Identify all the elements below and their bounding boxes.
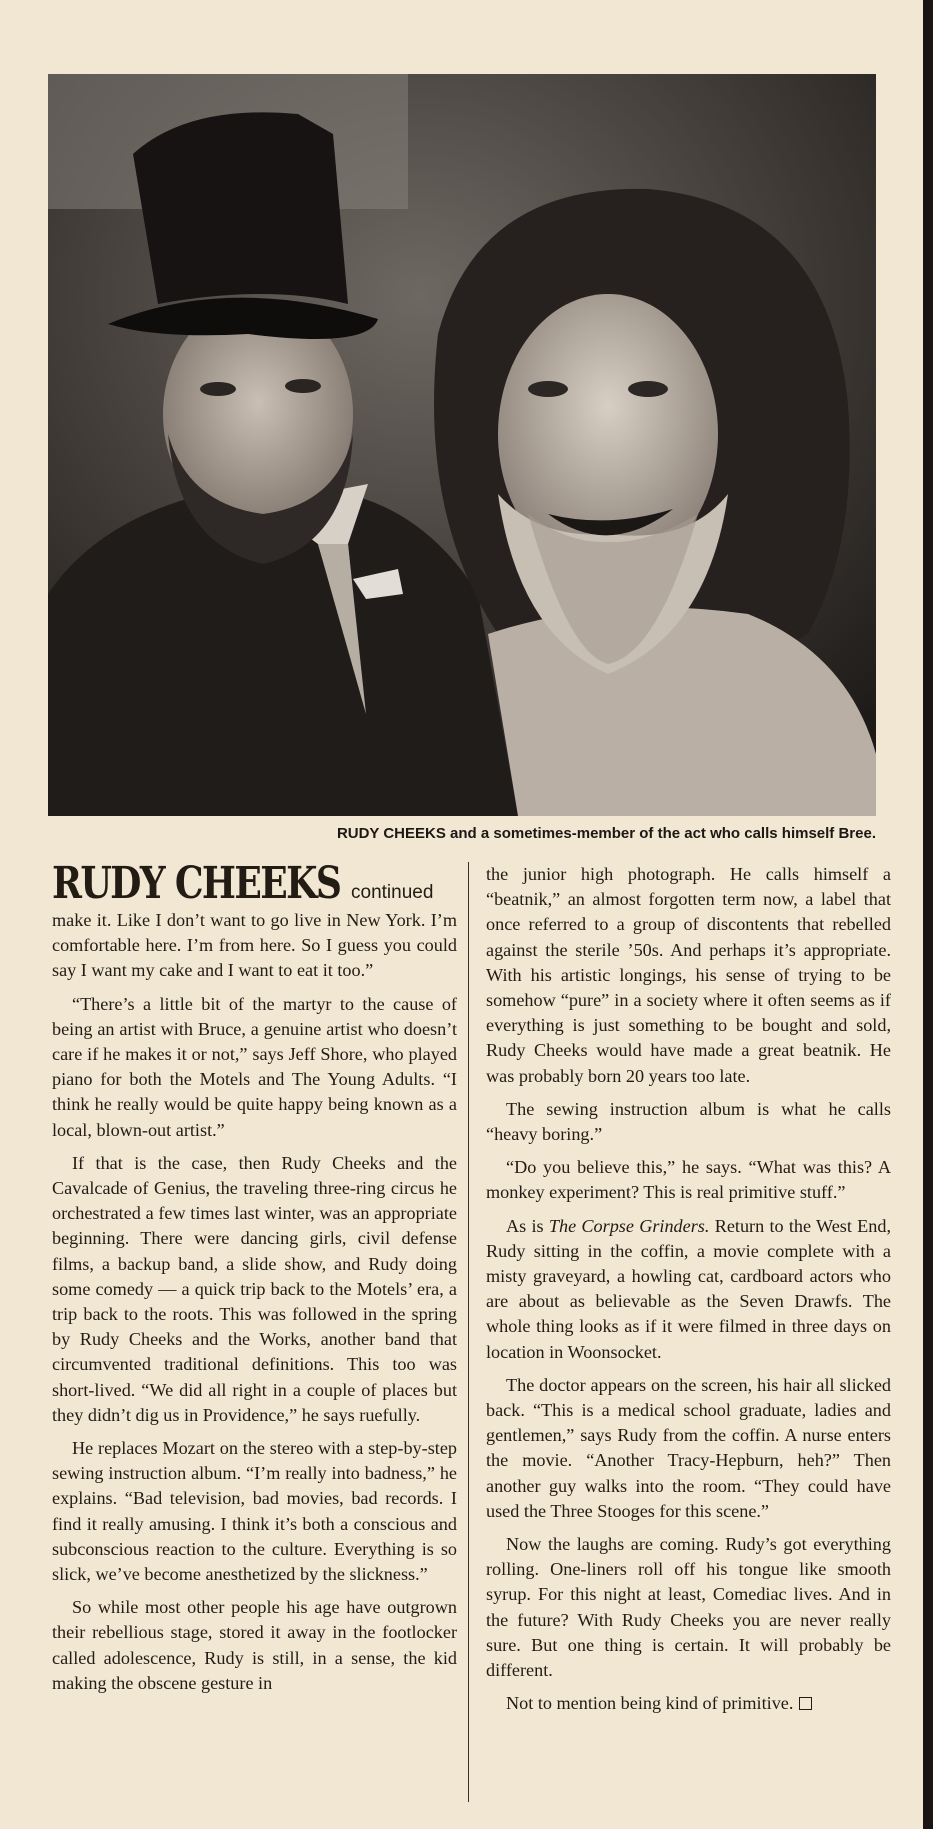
- paragraph: So while most other people his age have outgrown their rebellious stage, stored it away in the footlocker called adolescence, Rudy is still, in a sense, the kid making the obscene gesture in: [52, 1597, 457, 1693]
- paragraph-lead: As is: [506, 1215, 549, 1236]
- closing-line: Not to mention being kind of primitive.: [506, 1693, 794, 1714]
- column-divider: [468, 862, 469, 1802]
- paragraph: He replaces Mozart on the stereo with a step-by-step sewing instruction album. “I’m really into badness,” he explains. “Bad television, bad movies, bad records. I find it really amusing. I think it’s both a conscious and subconscious reaction to the culture. Everything is so slick, we’ve become anesthetized by the slickness.”: [52, 1438, 457, 1585]
- headline: RUDY CHEEKS: [52, 858, 341, 909]
- left-column: [52, 858, 457, 1704]
- photo-caption: RUDY CHEEKS and a sometimes-member of the act who calls himself Bree.: [336, 825, 876, 842]
- paragraph-rest: Return to the West End, Rudy sitting in the coffin, a movie complete with a misty graveyard, a howling cat, cardboard actors who are about as believable as the Seven Drawfs. The whole thing looks as if it were filmed in three days on location in Woonsocket.: [486, 1215, 892, 1362]
- paragraph: “There’s a little bit of the martyr to the cause of being an artist with Bruce, a genuine artist who doesn’t care if he makes it or not,” says Jeff Shore, who played piano for both the Motels and The Young Adults. “I think he really would be quite happy being known as a local, blown-out artist.”: [52, 993, 457, 1140]
- end-mark-icon: [799, 1697, 812, 1710]
- headline-row: [52, 858, 457, 909]
- paragraph: If that is the case, then Rudy Cheeks and the Cavalcade of Genius, the traveling three-ring circus he orchestrated a few times last winter, was an appropriate beginning. There were dancing girls, civil defense films, a backup band, a slide show, and Rudy doing some comedy — a quick trip back to the Motels’ era, a trip back to the roots. This was followed in the spring by Rudy Cheeks and the Works, another band that circumvented traditional definitions. This too was short-lived. “We did all right in a couple of places but they didn’t dig us in Providence,” he says ruefully.: [52, 1152, 457, 1425]
- photo-two-men-icon: [48, 74, 876, 816]
- right-column: [486, 862, 891, 1725]
- paragraph: [486, 1214, 891, 1365]
- paragraph: make it. Like I don’t want to go live in New York. I’m comfortable here. I’m from here. So I guess you could say I want my cake and I want to eat it too.”: [52, 910, 457, 981]
- paragraph: “Do you believe this,” he says. “What was this? A monkey experiment? This is real primitive stuff.”: [486, 1157, 891, 1203]
- paragraph: [486, 1691, 891, 1716]
- page-edge: [923, 0, 933, 1829]
- paragraph: Now the laughs are coming. Rudy’s got everything rolling. One-liners roll off his tongue like smooth syrup. For this night at least, Comediac lives. And in the future? With Rudy Cheeks you are never really sure. But one thing is certain. It will probably be different.: [486, 1534, 891, 1681]
- film-title: The Corpse Grinders.: [548, 1215, 710, 1236]
- paragraph: The sewing instruction album is what he calls “heavy boring.”: [486, 1098, 891, 1145]
- article-photo: [48, 74, 876, 816]
- paragraph: the junior high photograph. He calls himself a “beatnik,” an almost forgotten term now, a label that once referred to a group of discontents that rebelled against the sterile ’50s. And perhaps it’s appropriate. With his artistic longings, his sense of trying to be somehow “pure” in a society where it often seems as if everything is just something to be bought and sold, Rudy Cheeks would have made a great beatnik. He was probably born 20 years too late.: [486, 864, 891, 1086]
- continued-label: continued: [351, 882, 434, 903]
- paragraph: The doctor appears on the screen, his hair all slicked back. “This is a medical school graduate, ladies and gentlemen,” says Rudy from the coffin. A nurse enters the movie. “Another Tracy-Hepburn, heh?” Then another guy walks into the room. “They could have used the Three Stooges for this scene.”: [486, 1374, 891, 1521]
